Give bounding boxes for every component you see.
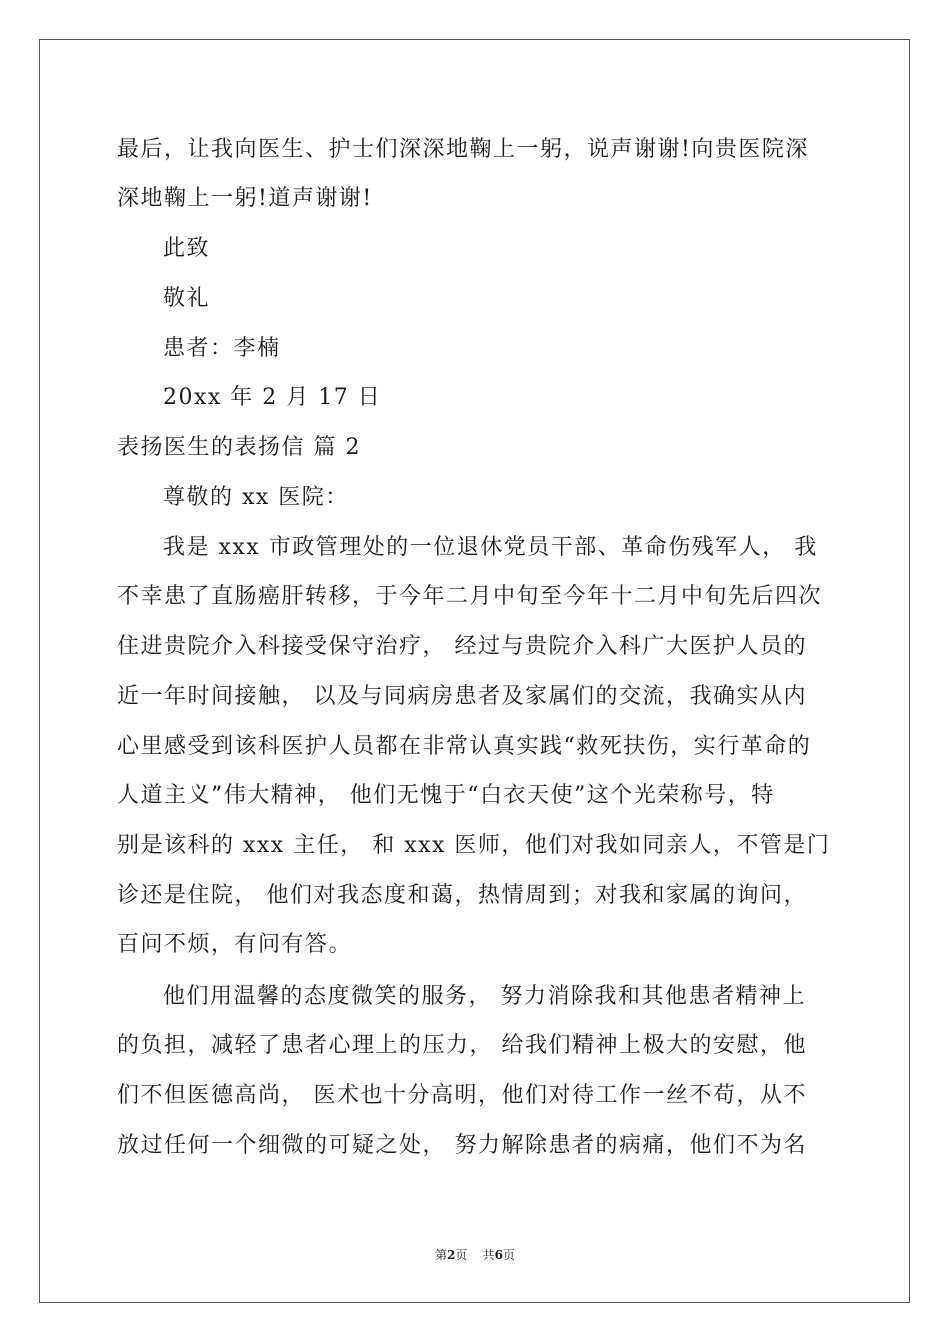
page-current: 2 <box>446 1248 456 1262</box>
page-total: 6 <box>494 1248 503 1262</box>
body-line-15: 放过任何一个细微的可疑之处， 努力解除患者的病痛，他们不为名 <box>117 1133 807 1158</box>
closing-salutation: 此致 <box>163 236 211 261</box>
body-line-3: 我是 xxx 市政管理处的一位退休党员干部、革命伤残军人， 我 <box>163 535 818 560</box>
body-line-14: 们不但医德高尚， 医术也十分高明，他们对待工作一丝不苟，从不 <box>117 1083 807 1108</box>
body-line-4: 不幸患了直肠癌肝转移，于今年二月中旬至今年十二月中旬先后四次 <box>117 584 823 609</box>
total-suffix: 页 <box>503 1248 516 1262</box>
page-footer <box>0 1247 950 1263</box>
body-line-8: 人道主义”伟大精神， 他们无愧于“白衣天使”这个光荣称号，特 <box>117 783 775 808</box>
body-line-12: 他们用温馨的态度微笑的服务， 努力消除我和其他患者精神上 <box>163 984 806 1009</box>
body-line-13: 的负担，减轻了患者心理上的压力， 给我们精神上极大的安慰，他 <box>117 1033 807 1058</box>
signature-patient: 患者：李楠 <box>163 336 281 361</box>
section-title: 表扬医生的表扬信 篇 2 <box>117 435 361 460</box>
body-line-2: 深地鞠上一躬!道声谢谢! <box>117 186 373 211</box>
body-line-6: 近一年时间接触， 以及与同病房患者及家属们的交流，我确实从内 <box>117 684 807 709</box>
body-line-5: 住进贵院介入科接受保守治疗， 经过与贵院介入科广大医护人员的 <box>117 634 807 659</box>
page-border <box>39 39 910 1303</box>
page-suffix: 页 <box>455 1248 468 1262</box>
greeting: 尊敬的 xx 医院： <box>163 485 349 510</box>
body-line-10: 诊还是住院， 他们对我态度和蔼，热情周到；对我和家属的询问， <box>117 883 807 908</box>
page-prefix: 第 <box>434 1248 447 1262</box>
body-line-11: 百问不烦，有问有答。 <box>117 932 353 957</box>
body-line-1: 最后，让我向医生、护士们深深地鞠上一躬，说声谢谢!向贵医院深 <box>117 137 809 162</box>
total-prefix: 共 <box>482 1248 495 1262</box>
closing-regards: 敬礼 <box>163 286 211 311</box>
signature-date: 20xx 年 2 月 17 日 <box>163 385 382 410</box>
body-line-9: 别是该科的 xxx 主任， 和 xxx 医师，他们对我如同亲人，不管是门 <box>117 833 831 858</box>
body-line-7: 心里感受到该科医护人员都在非常认真实践“救死扶伤，实行革命的 <box>117 734 812 759</box>
